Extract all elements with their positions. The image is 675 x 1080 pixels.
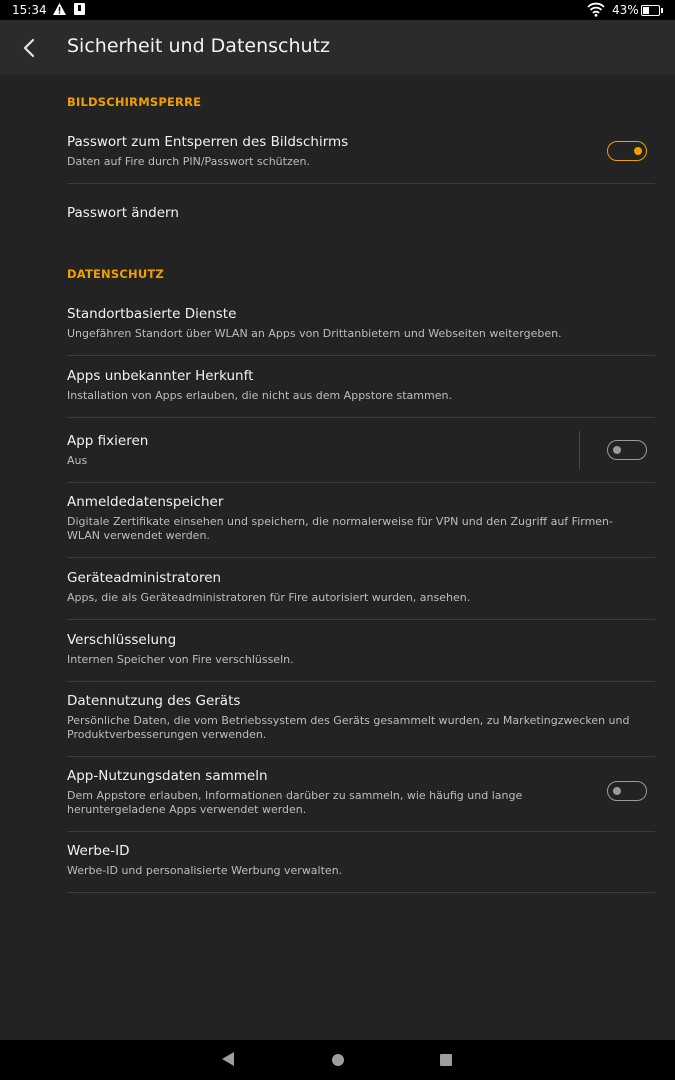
row-subtitle: Ungefähren Standort über WLAN an Apps von Drittanbietern und Webseiten weitergeben. bbox=[67, 327, 562, 340]
row-title: Passwort ändern bbox=[67, 205, 179, 221]
divider bbox=[67, 482, 655, 483]
password-lock-row[interactable] bbox=[67, 134, 655, 169]
page-title: Sicherheit und Datenschutz bbox=[67, 35, 330, 57]
section-header-bildschirmsperre: BILDSCHIRMSPERRE bbox=[67, 95, 202, 109]
row-title: App fixieren bbox=[67, 433, 149, 449]
warning-icon bbox=[53, 3, 66, 15]
row-subtitle: Digitale Zertifikate einsehen und speichern, die normalerweise für VPN und den Zugriff auf Firmen-WLAN verwendet werden. bbox=[67, 515, 613, 542]
row-subtitle: Installation von Apps erlauben, die nicht aus dem Appstore stammen. bbox=[67, 389, 452, 402]
row-title: App-Nutzungsdaten sammeln bbox=[67, 768, 268, 784]
app-usage-data-row[interactable] bbox=[67, 768, 655, 817]
unknown-sources-row[interactable] bbox=[67, 368, 655, 403]
change-password-row[interactable] bbox=[67, 205, 655, 221]
app-pinning-toggle[interactable] bbox=[607, 440, 647, 460]
row-title: Geräteadministratoren bbox=[67, 570, 222, 586]
device-admins-row[interactable] bbox=[67, 570, 655, 605]
clock: 15:34 bbox=[12, 3, 47, 17]
status-bar bbox=[0, 0, 675, 20]
section-header-datenschutz: DATENSCHUTZ bbox=[67, 267, 164, 281]
divider bbox=[67, 355, 655, 356]
row-subtitle: Daten auf Fire durch PIN/Passwort schützen. bbox=[67, 155, 310, 168]
battery-fill bbox=[643, 7, 649, 14]
device-data-usage-row[interactable] bbox=[67, 693, 655, 742]
advertising-id-row[interactable] bbox=[67, 843, 655, 878]
row-title: Anmeldedatenspeicher bbox=[67, 494, 224, 510]
location-services-row[interactable] bbox=[67, 306, 655, 341]
system-nav-bar bbox=[0, 1040, 675, 1080]
battery-percent: 43% bbox=[612, 3, 639, 17]
back-arrow-icon[interactable] bbox=[14, 32, 46, 64]
encryption-row[interactable] bbox=[67, 632, 655, 667]
vertical-divider bbox=[579, 431, 580, 469]
divider bbox=[67, 681, 655, 682]
divider bbox=[67, 892, 655, 893]
divider bbox=[67, 183, 655, 184]
row-subtitle: Internen Speicher von Fire verschlüsseln. bbox=[67, 653, 294, 666]
row-subtitle: Werbe-ID und personalisierte Werbung verwalten. bbox=[67, 864, 343, 877]
nav-back-icon[interactable] bbox=[222, 1052, 234, 1066]
row-title: Standortbasierte Dienste bbox=[67, 306, 237, 322]
nav-recents-icon[interactable] bbox=[440, 1054, 452, 1066]
toggle-knob bbox=[634, 147, 642, 155]
row-title: Werbe-ID bbox=[67, 843, 130, 859]
nav-home-icon[interactable] bbox=[332, 1054, 344, 1066]
divider bbox=[67, 557, 655, 558]
battery-icon bbox=[641, 5, 660, 16]
credential-storage-row[interactable] bbox=[67, 494, 655, 543]
toggle-knob bbox=[613, 787, 621, 795]
row-subtitle: Dem Appstore erlauben, Informationen darüber zu sammeln, wie häufig und lange heruntergeladene Apps verwendet werden. bbox=[67, 789, 523, 816]
row-title: Passwort zum Entsperren des Bildschirms bbox=[67, 134, 349, 150]
divider bbox=[67, 831, 655, 832]
row-title: Verschlüsselung bbox=[67, 632, 177, 648]
app-bar bbox=[0, 20, 675, 74]
divider bbox=[67, 417, 655, 418]
divider bbox=[67, 619, 655, 620]
row-subtitle: Apps, die als Geräteadministratoren für Fire autorisiert wurden, ansehen. bbox=[67, 591, 471, 604]
divider bbox=[67, 756, 655, 757]
app-pinning-row[interactable] bbox=[67, 433, 655, 468]
row-title: Apps unbekannter Herkunft bbox=[67, 368, 254, 384]
notification-icon bbox=[74, 3, 85, 15]
password-lock-toggle[interactable] bbox=[607, 141, 647, 161]
row-subtitle: Persönliche Daten, die vom Betriebssystem des Geräts gesammelt wurden, zu Marketingzwecken und Produktverbesserungen verwenden. bbox=[67, 714, 630, 741]
row-subtitle: Aus bbox=[67, 454, 88, 467]
wifi-icon bbox=[587, 2, 605, 17]
toggle-knob bbox=[613, 446, 621, 454]
row-title: Datennutzung des Geräts bbox=[67, 693, 241, 709]
app-usage-toggle[interactable] bbox=[607, 781, 647, 801]
